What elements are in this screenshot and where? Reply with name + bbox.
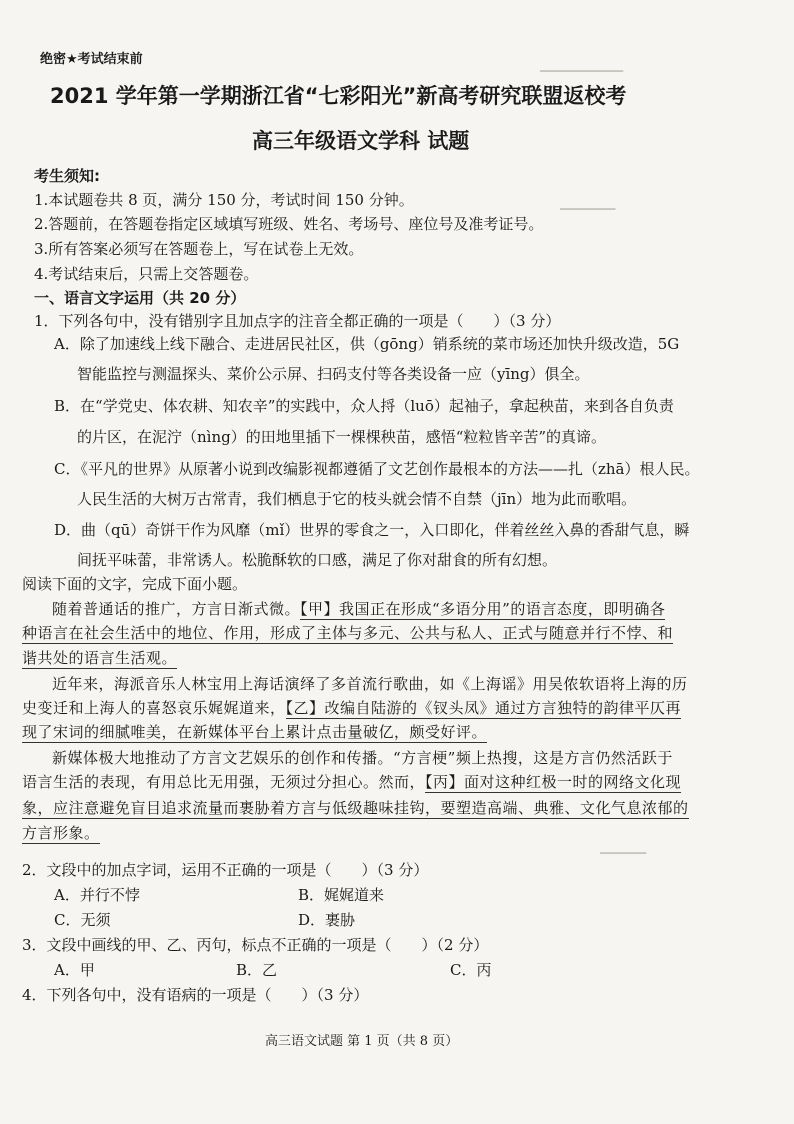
q1-option-b-cont: 的片区，在泥泞（nìng）的田地里插下一棵棵秧苗，感悟“粒粒皆辛苦”的真谛。 xyxy=(77,428,607,446)
q2-option-c: C．无须 xyxy=(54,911,111,929)
q1-option-a: A．除了加速线上线下融合、走进居民社区，供（gōng）销系统的菜市场还加快升级改造，5G xyxy=(54,335,680,353)
exam-title: 2021 学年第一学期浙江省“七彩阳光”新高考研究联盟返校考 xyxy=(50,84,627,108)
q1-option-d-cont: 间抚平味蕾，非常诱人。松脆酥软的口感，满足了你对甜食的所有幻想。 xyxy=(77,551,558,569)
q2-option-a: A．并行不悖 xyxy=(54,886,140,904)
notice-item: 1.本试题卷共 8 页，满分 150 分，考试时间 150 分钟。 xyxy=(34,191,414,209)
q1-option-a-cont: 智能监控与测温探头、菜价公示屏、扫码支付等各类设备一应（yīng）俱全。 xyxy=(77,365,590,383)
passage-p2-line3 xyxy=(22,722,487,742)
passage-p1-line3 xyxy=(22,648,177,668)
underlined-sentence-yi: 现了宋词的细腻唯美，在新媒体平台上累计点击量破亿，颇受好评。 xyxy=(22,723,488,741)
passage-p2-line1: 近年来，海派音乐人林宝用上海话演绎了多首流行歌曲，如《上海谣》用吴侬软语将上海的历 xyxy=(52,675,688,693)
underlined-sentence-bing: 象，应注意避免盲目追求流量而裹胁着方言与低级趣味挂钩，要塑造高端、典雅、文化气息浓郁的 xyxy=(22,799,689,817)
page-footer: 高三语文试题 第 1 页（共 8 页） xyxy=(265,1034,459,1049)
bleed-through-text: ▁▁▁▁▁▁ xyxy=(560,196,616,210)
q3-option-a: A．甲 xyxy=(54,961,95,979)
q3-stem: 3．文段中画线的甲、乙、丙句，标点不正确的一项是（ ）（2 分） xyxy=(22,936,489,954)
passage-p3-line3 xyxy=(22,798,689,818)
underlined-sentence-bing: 【丙】面对这种红极一时的网络文化现 xyxy=(425,773,682,791)
q4-stem: 4．下列各句中，没有语病的一项是（ ）（3 分） xyxy=(22,986,369,1004)
q1-stem: 1．下列各句中，没有错别字且加点字的注音全都正确的一项是（ ）（3 分） xyxy=(34,312,561,330)
passage-text: 语言生活的表现，有用总比无用强，无须过分担心。然而， xyxy=(22,773,426,791)
underlined-sentence-bing: 方言形象。 xyxy=(22,824,100,842)
notice-item: 4.考试结束后，只需上交答题卷。 xyxy=(34,265,259,283)
q1-option-c: C．《平凡的世界》从原著小说到改编影视都遵循了文艺创作最根本的方法——扎（zhā）根人民。 xyxy=(54,460,700,478)
passage-p3-line2 xyxy=(22,772,681,792)
underlined-sentence-jia: 种语言在社会生活中的地位、作用，形成了主体与多元、公共与私人、正式与随意并行不悖、和 xyxy=(22,624,674,642)
bleed-through-text: ▁▁▁▁▁▁▁▁▁ xyxy=(540,58,624,72)
q2-option-d: D．裹胁 xyxy=(298,911,356,929)
exam-subtitle: 高三年级语文学科 试题 xyxy=(252,129,470,153)
q1-option-c-cont: 人民生活的大树万古常青，我们栖息于它的枝头就会情不自禁（jīn）地为此而歌唱。 xyxy=(77,490,637,508)
passage-p3-line1: 新媒体极大地推动了方言文艺娱乐的创作和传播。“方言梗”频上热搜，这是方言仍然活跃于 xyxy=(52,749,673,767)
confidential-mark: 绝密★考试结束前 xyxy=(40,52,143,67)
q1-option-b: B．在“学党史、体农耕、知农辛”的实践中，众人捋（luō）起袖子，拿起秧苗，来到各自负责 xyxy=(54,397,674,415)
q2-stem: 2．文段中的加点字词，运用不正确的一项是（ ）（3 分） xyxy=(22,861,429,879)
q3-option-b: B．乙 xyxy=(236,961,278,979)
passage-p1-line2 xyxy=(22,623,673,643)
notice-item: 2.答题前，在答题卷指定区域填写班级、姓名、考场号、座位号及准考证号。 xyxy=(34,215,544,233)
notice-item: 3.所有答案必须写在答题卷上，写在试卷上无效。 xyxy=(34,240,364,258)
q1-option-d: D．曲（qū）奇饼干作为风靡（mǐ）世界的零食之一，入口即化，伴着丝丝入鼻的香甜气息，瞬 xyxy=(54,521,690,539)
passage-text: 史变迁和上海人的喜怒哀乐娓娓道来， xyxy=(22,699,286,717)
passage-p3-line4 xyxy=(22,823,100,843)
passage-p2-line2 xyxy=(22,698,681,718)
underlined-sentence-yi: 【乙】改编自陆游的《钗头凤》通过方言独特的韵律平仄再 xyxy=(285,699,682,717)
passage-p1-line1 xyxy=(52,599,665,619)
notice-heading: 考生须知: xyxy=(34,167,100,185)
section-heading: 一、语言文字运用（共 20 分） xyxy=(34,289,246,307)
underlined-sentence-jia: 【甲】我国正在形成“多语分用”的语言态度，即明确各 xyxy=(300,600,666,618)
bleed-through-text: ▁▁▁▁▁ xyxy=(600,840,647,854)
q3-option-c: C．丙 xyxy=(450,961,492,979)
underlined-sentence-jia: 谐共处的语言生活观。 xyxy=(22,649,178,667)
passage-text: 随着普通话的推广，方言日渐式微。 xyxy=(52,600,301,618)
q2-option-b: B．娓娓道来 xyxy=(298,886,385,904)
reading-intro: 阅读下面的文字，完成下面小题。 xyxy=(22,575,248,593)
